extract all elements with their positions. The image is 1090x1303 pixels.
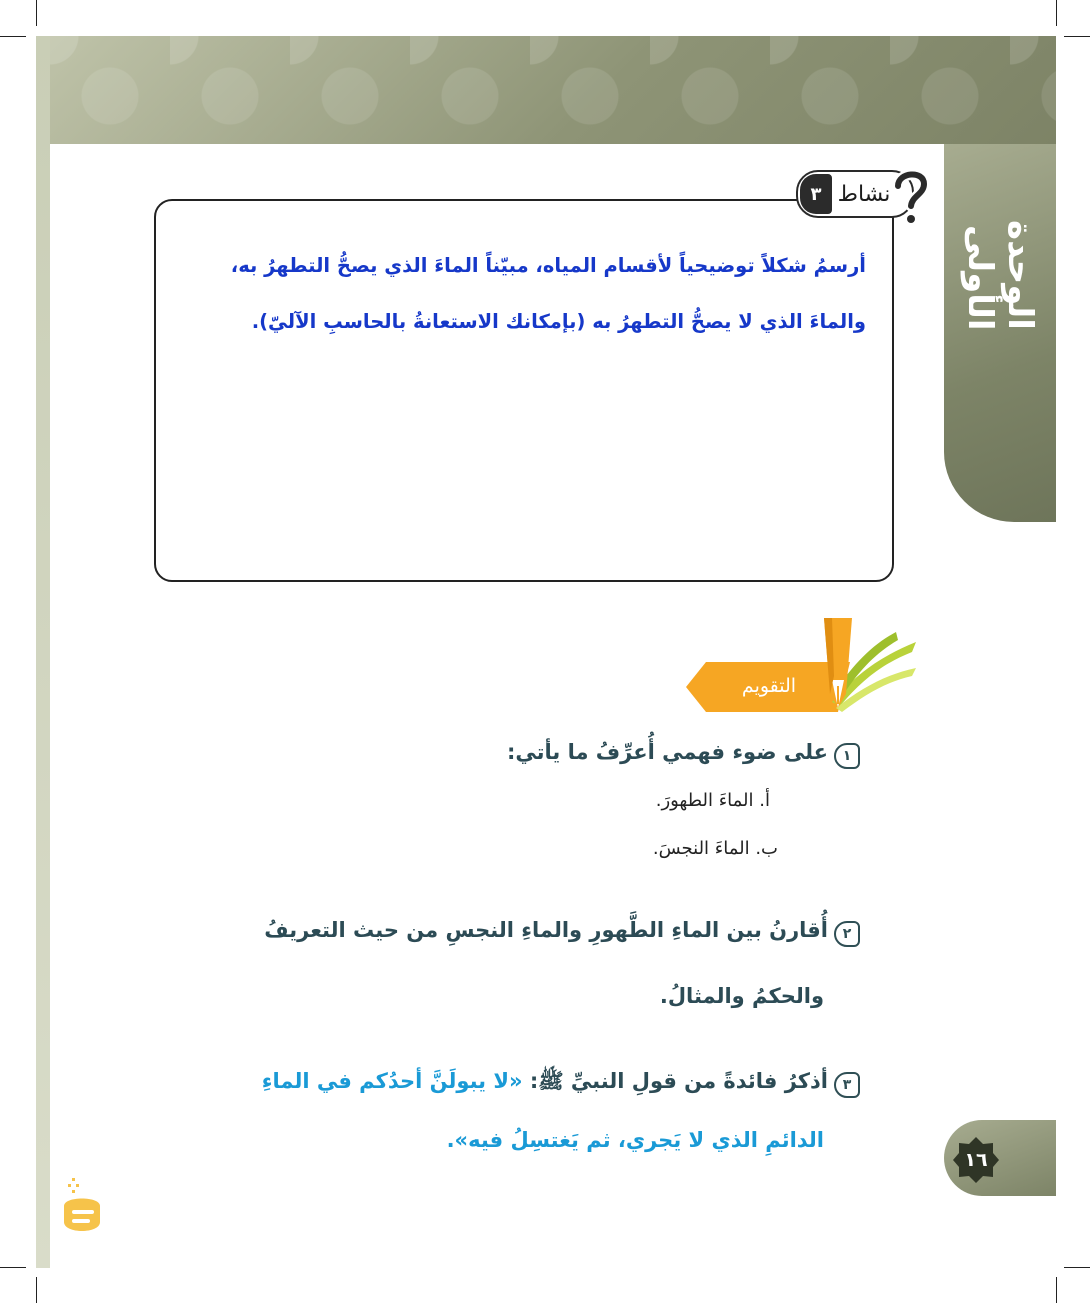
question-prefix: أذكرُ فائدةً من قولِ النبيِّ ﷺ: xyxy=(529,1069,828,1093)
header-pattern-band xyxy=(50,36,1056,144)
crop-mark xyxy=(0,36,26,37)
left-decorative-strip xyxy=(36,36,50,1268)
crop-mark xyxy=(36,1277,37,1303)
hadith-continuation xyxy=(447,1128,824,1152)
question-text: أُقارنُ بين الماءِ الطَّهورِ والماءِ النجسِ من حيث التعريفُ xyxy=(264,918,828,942)
crop-mark xyxy=(0,1267,26,1268)
unit-title: الوحدة الأولى xyxy=(960,220,1040,330)
crop-mark xyxy=(1064,36,1090,37)
activity-number: ٣ xyxy=(810,183,822,205)
question-mark-icon xyxy=(890,166,930,228)
activity-badge xyxy=(796,168,930,228)
crop-mark xyxy=(1064,1267,1090,1268)
crop-mark xyxy=(1056,1277,1057,1303)
evaluation-label: التقويم xyxy=(741,675,797,697)
logo-icon xyxy=(58,1176,108,1238)
question-text: والحكمُ والمثالُ. xyxy=(659,984,824,1008)
question-number: ٣ xyxy=(834,1072,860,1098)
activity-line: أرسمُ شكلاً توضيحياً لأقسام المياه، مبيّناً الماءَ الذي يصحُّ التطهرُ به، xyxy=(230,254,866,277)
activity-line: والماءَ الذي لا يصحُّ التطهرُ به (بإمكانك الاستعانةُ بالحاسبِ الآليّ). xyxy=(251,310,866,333)
hadith-text: «لا يبولَنَّ أحدُكم في الماءِ xyxy=(261,1069,523,1093)
question-text: على ضوء فهمي أُعرِّفُ ما يأتي: xyxy=(506,740,828,764)
question-number: ٢ xyxy=(834,921,860,947)
hadith-text: الدائمِ الذي لا يَجري، ثم يَغتسِلُ فيه». xyxy=(446,1128,824,1152)
question-item: أ. الماءَ الطهورَ. xyxy=(655,790,770,811)
page-number: ١٦ xyxy=(964,1149,988,1171)
crop-mark xyxy=(36,0,37,26)
question-number: ١ xyxy=(834,743,860,769)
activity-instructions xyxy=(180,238,866,350)
activity-label: نشاط xyxy=(837,181,891,207)
crop-mark xyxy=(1056,0,1057,26)
question-item: ب. الماءَ النجسَ. xyxy=(652,838,778,859)
question-text xyxy=(262,1068,828,1099)
